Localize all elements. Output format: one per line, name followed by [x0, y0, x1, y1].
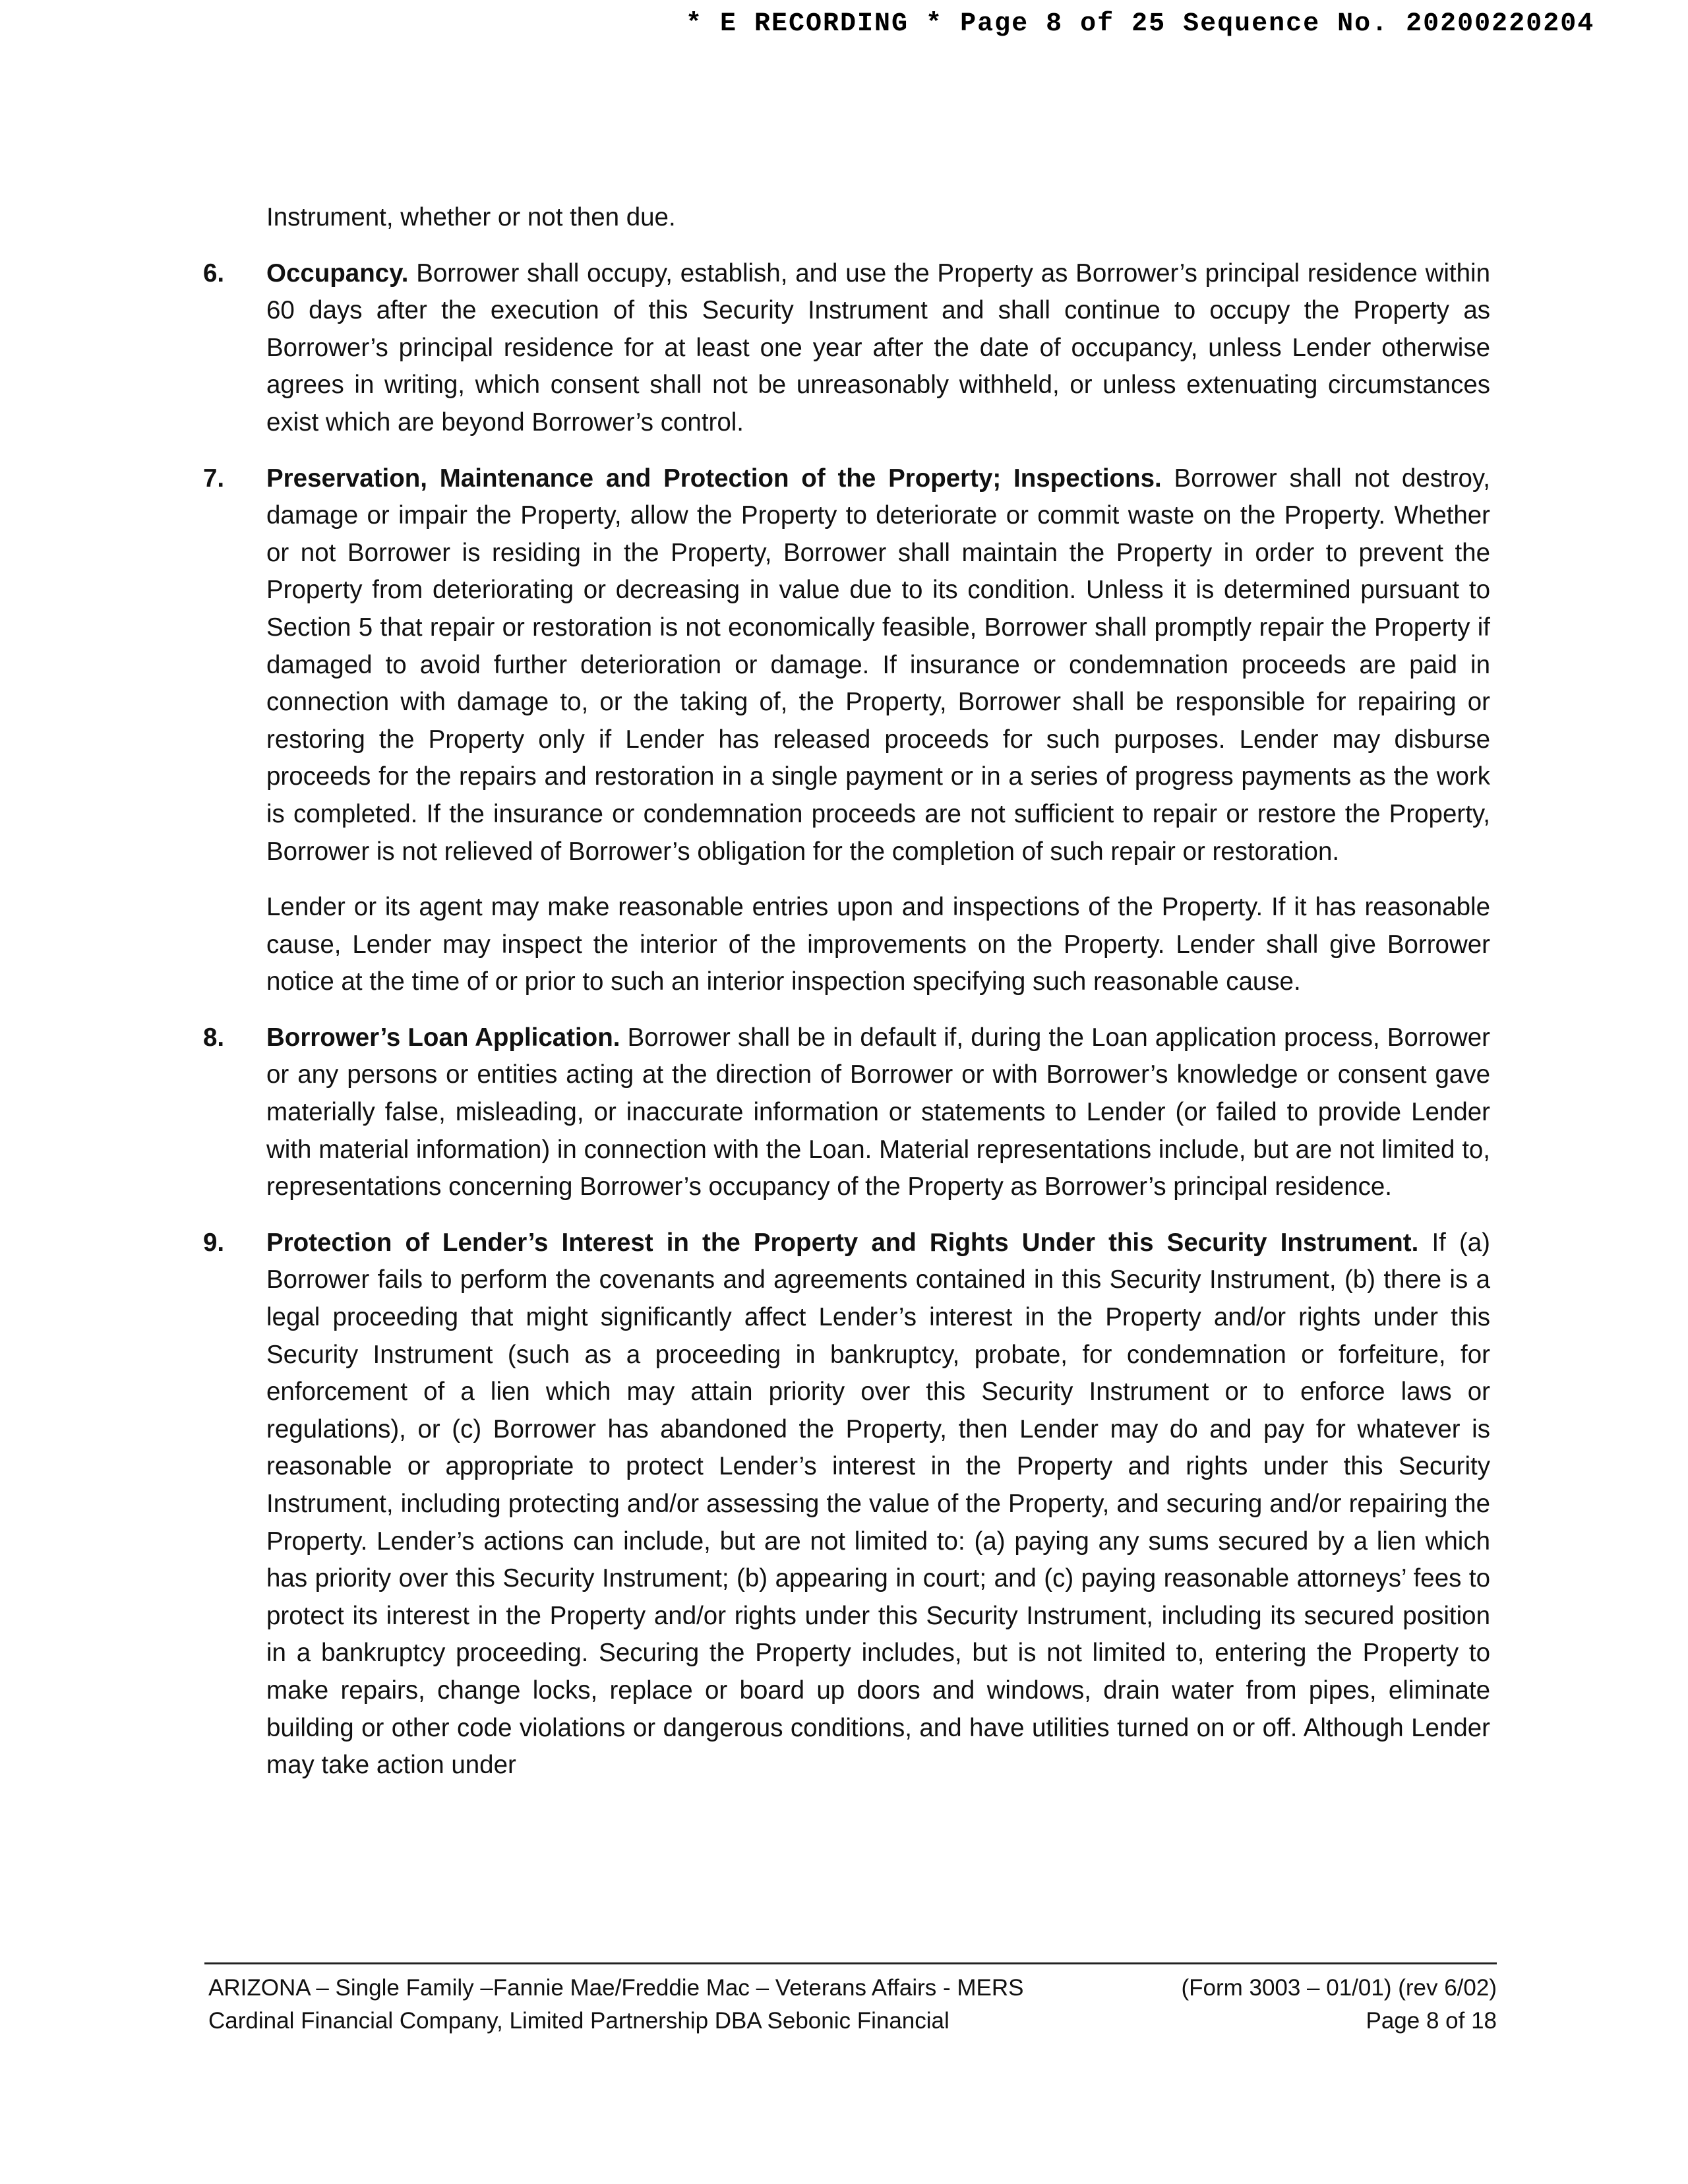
section-number: 9. — [203, 1228, 225, 1257]
section-heading: Borrower’s Loan Application. — [266, 1023, 620, 1052]
section-heading: Protection of Lender’s Interest in the Property and Rights Under this Security Instrument. — [266, 1228, 1419, 1257]
section-text: If (a) Borrower fails to perform the covenants and agreements contained in this Security Instrument, (b) there is a legal proceeding that might significantly affect Lender’s interest in the Property and/or rights under this Security Instrument (such as a proceeding in bankruptcy, probate, for condemnation or forfeiture, for enforcement of a lien which may attain priority over this Security Instrument or to enforce laws or regulations), or (c) Borrower has abandoned the Property, then Lender may do and pay for whatever is reasonable or appropriate to protect Lender’s interest in the Property and rights under this Security Instrument, including protecting and/or assessing the value of the Property, and securing and/or repairing the Property. Lender’s actions can include, but are not limited to: (a) paying any sums secured by a lien which has priority over this Security Instrument; (b) appearing in court; and (c) paying reasonable attorneys’ fees to protect its interest in the Property and/or rights under this Security Instrument, including its secured position in a bankruptcy proceeding. Securing the Property includes, but is not limited to, entering the Property to make repairs, change locks, replace or board up doors and windows, drain water from pipes, eliminate building or other code violations or dangerous conditions, and have utilities turned on or off. Although Lender may take action under — [266, 1228, 1490, 1780]
section-paragraph — [266, 1225, 1490, 1784]
section-heading: Preservation, Maintenance and Protection of the Property; Inspections. — [266, 464, 1162, 493]
recording-header: * E RECORDING * Page 8 of 25 Sequence No. 20200220204 — [686, 9, 1595, 39]
section-paragraph-inspections: Lender or its agent may make reasonable entries upon and inspections of the Property. If it has reasonable cause, Lender may inspect the interior of the improvements on the Property. Lender shall give Borrower notice at the time of or prior to such an interior inspection specifying such reasonable cause. — [266, 893, 1490, 996]
footer-lender-name: Cardinal Financial Company, Limited Partnership DBA Sebonic Financial — [208, 2008, 950, 2034]
footer-row-1 — [208, 1972, 1497, 2005]
section-paragraph — [266, 255, 1490, 442]
document-body — [198, 199, 1490, 1803]
section-number: 8. — [203, 1023, 225, 1052]
footer-row-2 — [208, 2005, 1497, 2038]
section-paragraph — [266, 1019, 1490, 1206]
footer-form-number: (Form 3003 – 01/01) (rev 6/02) — [1181, 1975, 1497, 2001]
page-footer — [208, 1972, 1497, 2038]
continuation-text: Instrument, whether or not then due. — [266, 203, 676, 231]
section-paragraph — [266, 460, 1490, 871]
section-heading: Occupancy. — [266, 258, 409, 288]
footer-divider — [204, 1962, 1497, 1964]
section-number: 7. — [203, 464, 225, 493]
section-7-preservation — [198, 460, 1490, 1001]
section-text: Borrower shall occupy, establish, and use the Property as Borrower’s principal residence within 60 days after the execution of this Security Instrument and shall continue to occupy the Property as Borrower’s principal residence for at least one year after the date of occupancy, unless Lender otherwise agrees in writing, which consent shall not be unreasonably withheld, or unless extenuating circumstances exist which are beyond Borrower’s control. — [266, 258, 1490, 437]
section-text: Borrower shall not destroy, damage or impair the Property, allow the Property to deteriorate or commit waste on the Property. Whether or not Borrower is residing in the Property, Borrower shall maintain the Property in order to prevent the Property from deteriorating or decreasing in value due to its condition. Unless it is determined pursuant to Section 5 that repair or restoration is not economically feasible, Borrower shall promptly repair the Property if damaged to avoid further deterioration or damage. If insurance or condemnation proceeds are paid in connection with damage to, or the taking of, the Property, Borrower shall be responsible for repairing or restoring the Property only if Lender has released proceeds for such purposes. Lender may disburse proceeds for the repairs and restoration in a single payment or in a series of progress payments as the work is completed. If the insurance or condemnation proceeds are not sufficient to repair or restore the Property, Borrower is not relieved of Borrower’s obligation for the completion of such repair or restoration. — [266, 464, 1490, 866]
section-number: 6. — [203, 258, 225, 288]
section-9-protection — [198, 1225, 1490, 1784]
footer-form-title: ARIZONA – Single Family –Fannie Mae/Freddie Mac – Veterans Affairs - MERS — [208, 1975, 1024, 2001]
footer-page-number: Page 8 of 18 — [1366, 2008, 1497, 2034]
section-6-occupancy — [198, 255, 1490, 442]
section-text: Borrower shall be in default if, during the Loan application process, Borrower or any persons or entities acting at the direction of Borrower or with Borrower’s knowledge or consent gave materially false, misleading, or inaccurate information or statements to Lender (or failed to provide Lender with material information) in connection with the Loan. Material representations include, but are not limited to, representations concerning Borrower’s occupancy of the Property as Borrower’s principal residence. — [266, 1023, 1490, 1201]
section-8-loan-application — [198, 1019, 1490, 1206]
